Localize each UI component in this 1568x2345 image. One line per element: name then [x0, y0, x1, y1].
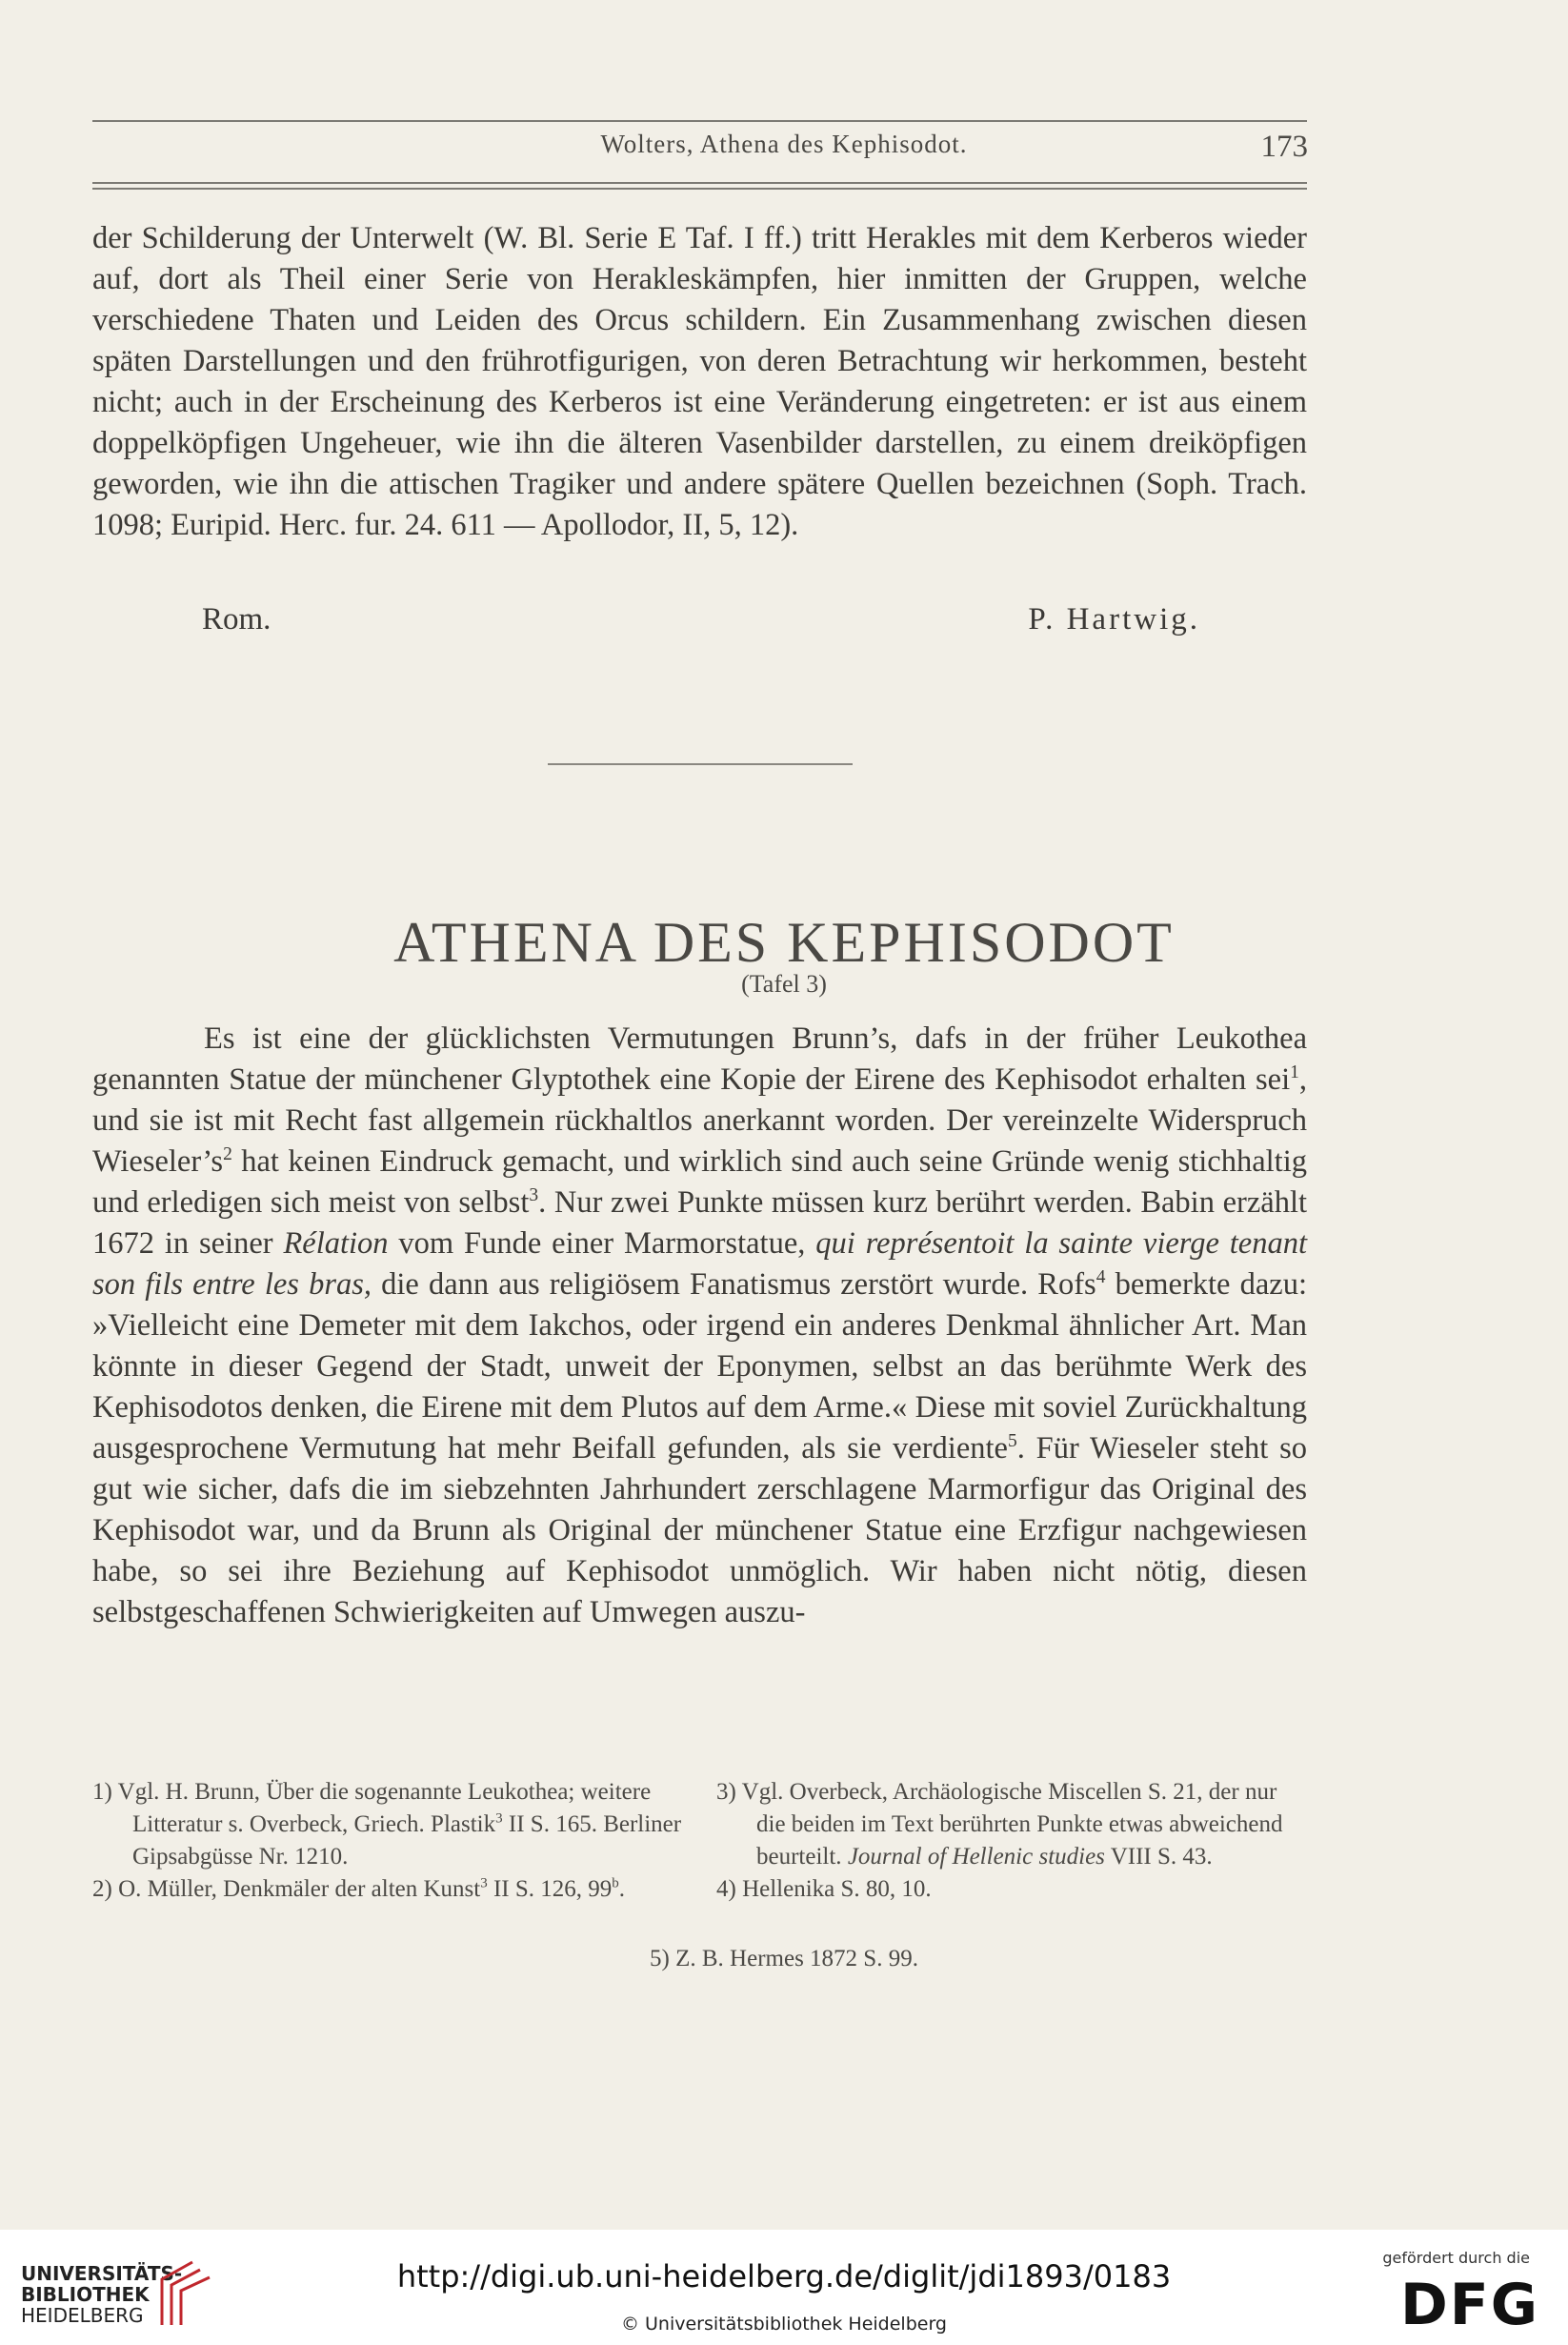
footnote-ref-5[interactable]: 5	[1007, 1431, 1017, 1452]
copyright-notice: © Universitätsbibliothek Heidelberg	[620, 2314, 947, 2335]
footnote-3: 3) Vgl. Overbeck, Archäologische Miscellen S. 21, der nur die beiden im Text berührten Punkte etwas abweichend beurteilt. Journal of Hellenic studies VIII S. 43.	[716, 1779, 1283, 1870]
digitization-footer	[0, 2230, 1568, 2345]
head-double-rule-2	[92, 188, 1307, 190]
continuation-text: der Schilderung der Unterwelt (W. Bl. Serie E Taf. I ff.) tritt Herakles mit dem Kerberos wieder auf, dort als Theil einer Serie von Herakleskämpfen, hier inmitten der Gruppen, welche verschiedene Thaten und Leiden des Orcus schildern. Ein Zusammenhang zwischen diesen späten Darstellungen und den frührotfigurigen, von deren Betrachtung wir herkommen, besteht nicht; auch in der Erscheinung des Kerberos ist eine Veränderung eingetreten: er ist aus einem doppelköpfigen Ungeheuer, wie ihn die älteren Vasenbilder darstellen, zu einem dreiköpfigen geworden, wie ihn die attischen Tragiker und andere spätere Quellen bezeichnen (Soph. Trach. 1098; Euripid. Herc. fur. 24. 611 — Apollodor, II, 5, 12).	[92, 221, 1307, 542]
continuation-paragraph	[92, 218, 1307, 546]
page-number: 173	[1260, 130, 1308, 164]
footnote-5: 5) Z. B. Hermes 1872 S. 99.	[650, 1946, 918, 1971]
signature-author: P. Hartwig.	[1028, 602, 1200, 637]
permalink-url[interactable]: http://digi.ub.uni-heidelberg.de/diglit/jdi1893/0183	[396, 2258, 1172, 2294]
library-name: UNIVERSITÄTS- BIBLIOTHEK HEIDELBERG	[21, 2262, 183, 2327]
footnote-ref-4[interactable]: 4	[1096, 1267, 1106, 1288]
running-head-title: Wolters, Athena des Kephisodot.	[600, 130, 968, 158]
funding-label: gefördert durch die	[1382, 2249, 1530, 2267]
footnotes-left	[92, 1776, 683, 1906]
top-rule	[92, 120, 1307, 122]
footnote-ref-3[interactable]: 3	[529, 1185, 539, 1206]
footnote-1: 1) Vgl. H. Brunn, Über die sogenannte Leukothea; weitere Litteratur s. Overbeck, Griech. Plastik$^3$ II S. 165. Berliner Gipsabgüsse Nr. 1210.	[92, 1779, 682, 1870]
footnote-4: 4) Hellenika S. 80, 10.	[716, 1876, 932, 1902]
footnote-ref-2[interactable]: 2	[223, 1144, 232, 1165]
footnotes-right	[716, 1776, 1307, 1906]
signature-place: Rom.	[202, 602, 271, 637]
head-double-rule-1	[92, 182, 1307, 184]
italic-french-quote: qui représentoit la sainte vierge tenant son fils entre les bras,	[92, 1226, 1307, 1302]
footnote-2: 2) O. Müller, Denkmäler der alten Kunst$^3$ II S. 126, 99$^b$.	[92, 1875, 626, 1902]
section-divider	[548, 763, 853, 765]
plate-reference: (Tafel 3)	[741, 970, 827, 998]
article-paragraph-text: Es ist eine der glücklichsten Vermutungen Brunn’s, dafs in der früher Leukothea genannten Statue der münchener Glyptothek eine Kopie der Eirene des Kephisodot erhalten sei$^1$, und sie ist mit Recht fast allgemein rückhaltlos anerkannt worden. Der vereinzelte Widerspruch $Wieseler’s^2$ hat keinen Eindruck gemacht, und wirklich sind auch seine Gründe wenig stichhaltig und erledigen sich meist von selbst$^3$. Nur zwei Punkte müssen kurz berührt werden. Babin erzählt 1672 in seiner Rélation vom Funde einer Marmorstatue, qui représentoit la sainte vierge tenant son fils entre les bras, die dann aus religiösem Fanatismus zerstört wurde. Rofs$^4$ bemerkte dazu: »Vielleicht eine Demeter mit dem Iakchos, oder irgend ein anderes Denkmal ähnlicher Art. Man könnte in dieser Gegend der Stadt, unweit der Eponymen, selbst an das berühmte Werk des Kephisodotos denken, die Eirene mit dem Plutos auf dem Arme.« Diese mit soviel Zurückhaltung ausgesprochene Vermutung hat mehr Beifall gefunden, als sie verdiente$^5$. Für Wieseler steht so gut wie sicher, dafs die im siebzehnten Jahrhundert zerschlagene Marmorfigur das Original des Kephisodot war, und da Brunn als Original der münchener Statue eine Erzfigur nachgewiesen habe, so sei ihre Beziehung auf Kephisodot unmöglich. Wir haben nicht nötig, diesen selbstgeschaffenen Schwierigkeiten auf Umwegen auszu-	[92, 1021, 1307, 1629]
article-title: ATHENA DES KEPHISODOT	[393, 911, 1175, 974]
footnote-ref-1[interactable]: 1	[1290, 1062, 1299, 1083]
italic-relation: Rélation	[283, 1226, 389, 1261]
article-paragraph	[92, 1019, 1307, 1633]
dfg-logo: DFG	[1399, 2272, 1539, 2338]
